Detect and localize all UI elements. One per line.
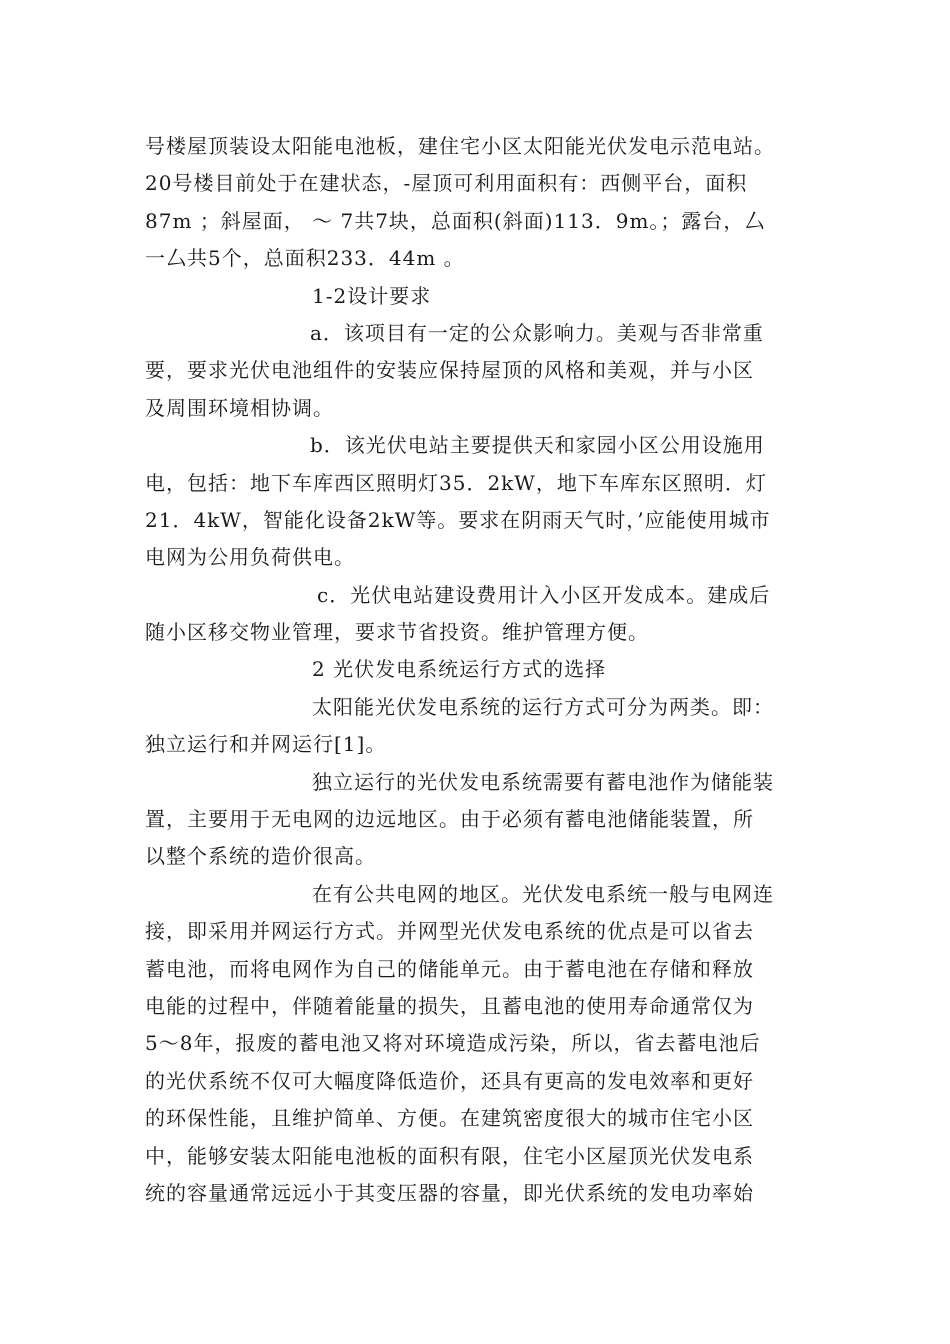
text-line: 统的容量通常远远小于其变压器的容量，即光伏系统的发电功率始 <box>145 1180 754 1205</box>
text-line: 电，包括：地下车库西区照明灯35．2kW，地下车库东区照明．灯 <box>145 470 767 495</box>
body-text <box>145 128 810 1212</box>
paragraph-start: 独立运行的光伏发电系统需要有蓄电池作为储能装 <box>312 769 774 794</box>
text-line: 蓄电池，而将电网作为自己的储能单元。由于蓄电池在存储和释放 <box>145 956 754 981</box>
text-line: 电网为公用负荷供电。 <box>145 545 355 570</box>
paragraph-start: 太阳能光伏发电系统的运行方式可分为两类。即： <box>312 694 774 719</box>
text-line: 独立运行和并网运行[1]。 <box>145 732 387 757</box>
text-line: 号楼屋顶装设太阳能电池板，建住宅小区太阳能光伏发电示范电站。 <box>145 134 775 158</box>
text-line: 20号楼目前处于在建状态，-屋顶可利用面积有：西侧平台，面积 <box>145 171 748 196</box>
text-line: 随小区移交物业管理，要求节省投资。维护管理方便。 <box>145 620 649 645</box>
text-line: 的光伏系统不仅可大幅度降低造价，还具有更高的发电效率和更好 <box>145 1068 754 1093</box>
list-item-a: a．该项目有一定的公众影响力。美观与否非常重 <box>310 320 764 345</box>
text-line: 87m ；斜屋面， ～ 7共7块，总面积(斜面)113．9m。；露台，厶 <box>145 208 766 233</box>
text-line: 接，即采用并网运行方式。并网型光伏发电系统的优点是可以省去 <box>145 919 754 944</box>
text-line: 的环保性能，且维护简单、方便。在建筑密度很大的城市住宅小区 <box>145 1106 754 1131</box>
text-line: 置，主要用于无电网的边远地区。由于必须有蓄电池储能装置，所 <box>145 807 754 832</box>
section-heading-operation-mode: 2 光伏发电系统运行方式的选择 <box>312 657 607 682</box>
text-line: 一厶共5个，总面积233．44m 。 <box>145 246 465 271</box>
text-line: 电能的过程中，伴随着能量的损失，且蓄电池的使用寿命通常仅为 <box>145 993 754 1018</box>
text-line: 中，能够安装太阳能电池板的面积有限，住宅小区屋顶光伏发电系 <box>145 1143 754 1168</box>
section-heading-design-requirements: 1-2设计要求 <box>312 283 432 308</box>
text-line: 21．4kW，智能化设备2kW等。要求在阴雨天气时，’应能使用城市 <box>145 507 771 532</box>
list-item-b: b．该光伏电站主要提供天和家园小区公用设施用 <box>310 433 765 458</box>
text-line: 要，要求光伏电池组件的安装应保持屋顶的风格和美观，并与小区 <box>145 358 754 383</box>
list-item-c: c．光伏电站建设费用计入小区开发成本。建成后 <box>317 582 771 607</box>
text-line: 及周围环境相协调。 <box>145 395 334 420</box>
text-line: 以整个系统的造价很高。 <box>145 844 376 869</box>
paragraph-start: 在有公共电网的地区。光伏发电系统一般与电网连 <box>312 881 774 906</box>
text-line: 5～8年，报废的蓄电池又将对环境造成污染，所以，省去蓄电池后 <box>145 1031 761 1056</box>
